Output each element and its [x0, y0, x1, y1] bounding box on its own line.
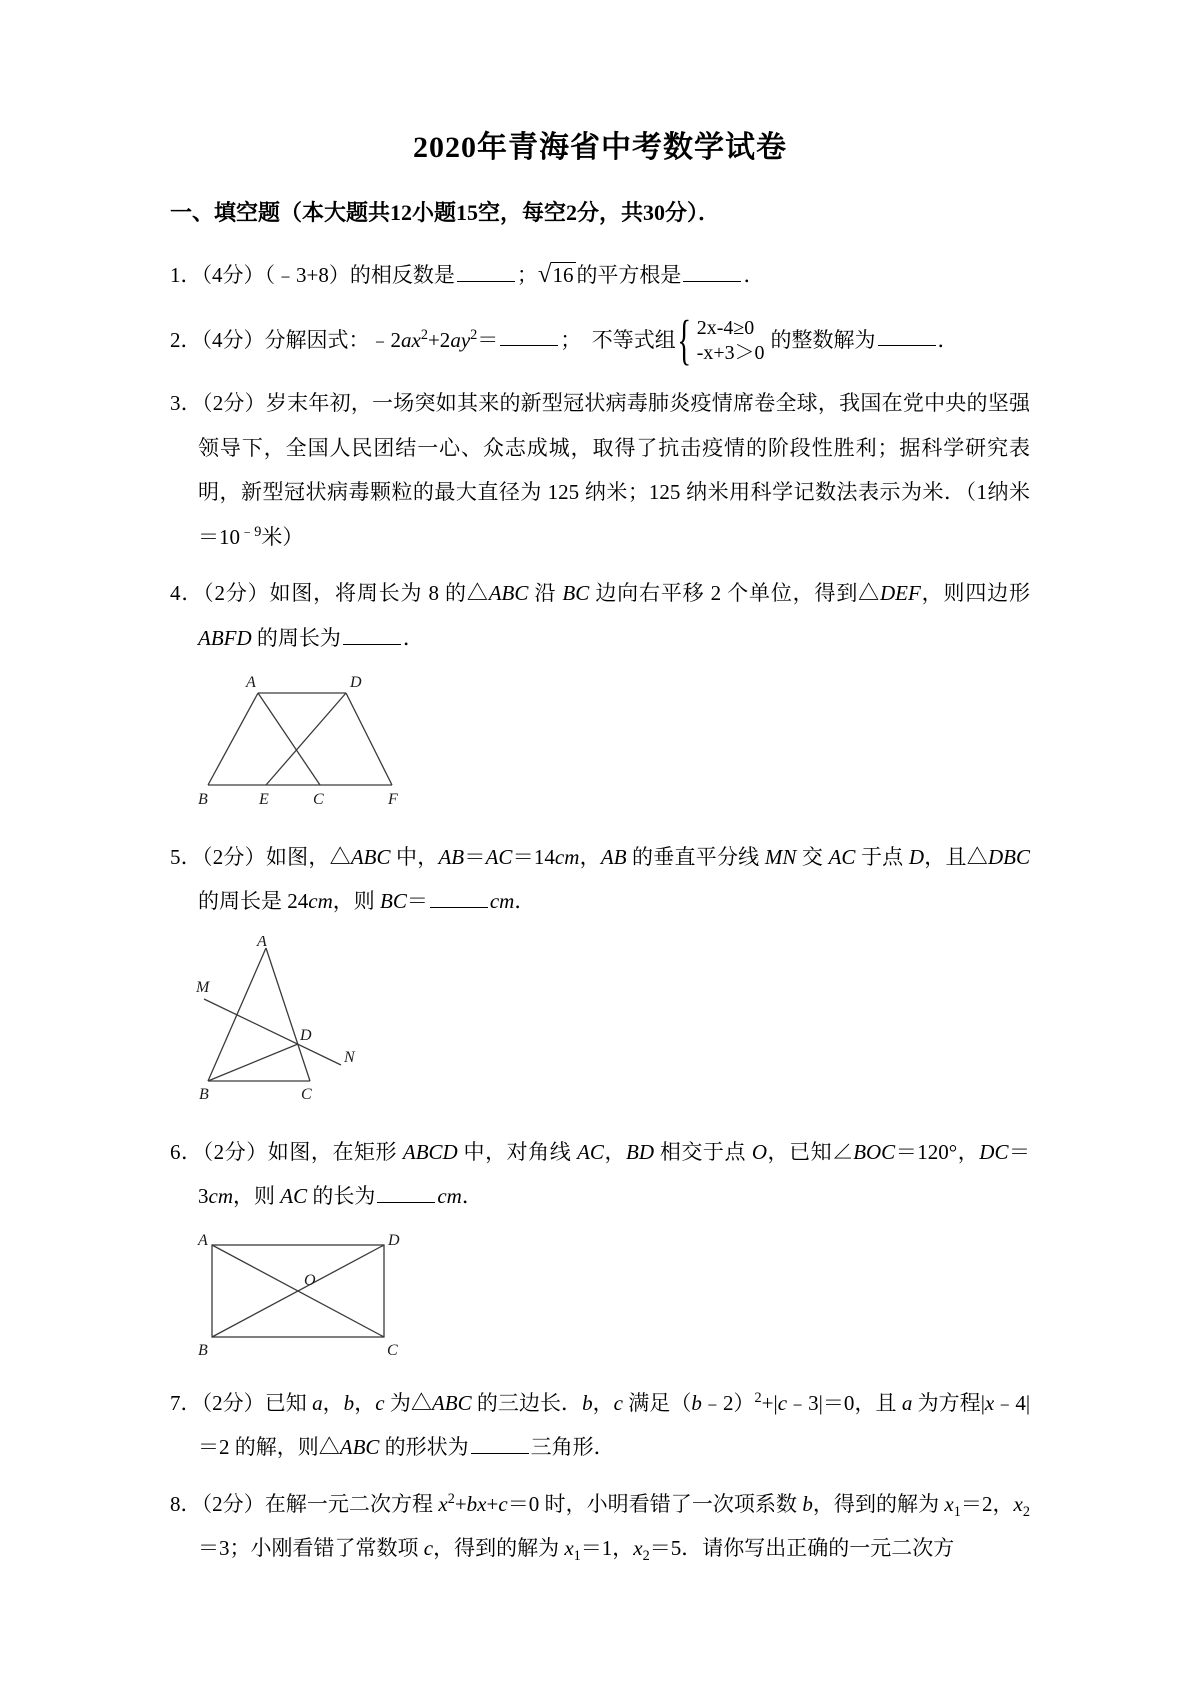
math-sub: 2 — [1022, 1503, 1031, 1520]
math-i: b — [343, 1390, 355, 1415]
math-text: ，已知∠ — [766, 1139, 854, 1164]
math-i: AC — [485, 844, 513, 869]
math-text: ＝120°， — [895, 1139, 980, 1164]
math-i: b — [691, 1390, 702, 1415]
math-text: ，得到的解为 — [433, 1536, 565, 1561]
math-i: b — [802, 1491, 813, 1516]
math-text: +| — [761, 1390, 778, 1415]
math-sup: ﹣9 — [240, 523, 262, 540]
math-i: c — [423, 1536, 434, 1561]
math-text: ﹣4|＝2 的解，则△ — [198, 1390, 1031, 1460]
math-text: ． — [461, 1184, 483, 1209]
math-text: ，且△ — [924, 844, 988, 869]
question-5 — [170, 835, 1036, 924]
math-text: + — [454, 1491, 467, 1516]
math-text: 2．（4分）分解因式：﹣2 — [170, 327, 401, 352]
math-text: ， — [603, 1139, 627, 1164]
math-text: ， — [592, 1390, 614, 1415]
question-4 — [170, 571, 1036, 660]
math-text: ． — [514, 889, 536, 914]
math-text: 于点 — [855, 844, 909, 869]
page-title: 2020年青海省中考数学试卷 — [413, 131, 787, 164]
math-text: ， — [322, 1390, 344, 1415]
math-text: ，得到的解为 — [812, 1491, 945, 1516]
point-label-c: C — [387, 1341, 398, 1359]
math-sup: 2 — [754, 1389, 762, 1406]
math-i: BD — [626, 1139, 655, 1164]
math-text: ，则四边形 — [920, 581, 1036, 606]
math-text: 的周长是 24 — [198, 844, 1036, 914]
point-label-d: D — [300, 1026, 312, 1044]
math-i: bx — [466, 1491, 487, 1516]
rectangle-diagonals-diagram — [196, 1231, 408, 1359]
math-text: 4．（2分）如图，将周长为 8 的△ — [170, 581, 489, 606]
math-i: BC — [562, 581, 590, 606]
math-i: DC — [979, 1139, 1009, 1164]
math-i: a — [901, 1390, 913, 1415]
math-i: AC — [280, 1184, 308, 1209]
math-text: 7．（2分）已知 — [170, 1390, 313, 1415]
math-text: ＝5．请你写出正确的一元二次方 — [649, 1536, 955, 1561]
math-text: 8．（2分）在解一元二次方程 — [170, 1491, 439, 1516]
math-i: a — [312, 1390, 323, 1415]
math-sup: 2 — [470, 326, 478, 343]
point-label-n: N — [344, 1048, 355, 1066]
math-i: x — [633, 1536, 643, 1561]
math-text: 5．（2分）如图，△ — [170, 844, 351, 869]
math-text: 米） — [261, 524, 304, 549]
math-text: 的长为 — [307, 1184, 376, 1209]
math-i: MN — [764, 844, 797, 869]
math-i: AC — [828, 844, 856, 869]
math-text: ， — [579, 844, 601, 869]
math-text: 中，对角线 — [457, 1139, 578, 1164]
math-i: ABFD — [198, 625, 252, 650]
math-text: ， — [354, 1390, 376, 1415]
point-label-d: D — [350, 673, 362, 691]
math-i: cm — [437, 1184, 462, 1209]
answer-blank — [377, 1181, 435, 1203]
math-i: DEF — [880, 581, 921, 606]
math-i: ABC — [339, 1435, 380, 1460]
answer-blank — [430, 886, 488, 908]
math-i: ABC — [488, 581, 529, 606]
math-i: x — [438, 1491, 448, 1516]
math-i: ABC — [350, 844, 391, 869]
math-text: 的形状为 — [379, 1435, 469, 1460]
math-i: c — [375, 1390, 385, 1415]
math-text: 3．（2分）岁末年初，一场突如其来的新型冠状病毒肺炎疫情席卷全球，我国在党中央的坚强领导下，全国人民团结一心、众志成城，取得了抗击疫情的阶段性胜利；据科学研究表明，新型冠状病毒颗粒的最大直径为 125 纳米；125 纳米用科学记数法表示为米．（1纳米＝10 — [170, 391, 1030, 549]
math-text: ＝3；小刚看错了常数项 — [198, 1536, 424, 1561]
math-text: 交 — [796, 844, 829, 869]
math-i: x — [564, 1536, 574, 1561]
math-text: 的整数解为 — [770, 327, 876, 352]
math-text: 为△ — [384, 1390, 432, 1415]
math-text: 的周长为 — [251, 625, 341, 650]
figure-perpendicular-bisector-triangle — [196, 936, 1030, 1114]
math-text: ﹣2） — [701, 1390, 755, 1415]
math-sqrt: √16 — [538, 249, 577, 302]
math-text: ； 不等式组 — [560, 327, 676, 352]
perpendicular-bisector-diagram — [196, 936, 366, 1108]
math-sup: 2 — [420, 326, 428, 343]
math-i: BOC — [853, 1139, 896, 1164]
point-label-d: D — [388, 1231, 400, 1249]
math-text: 6．（2分）如图，在矩形 — [170, 1139, 403, 1164]
question-7 — [170, 1381, 1030, 1470]
question-8 — [170, 1482, 1030, 1571]
math-i: c — [613, 1390, 623, 1415]
math-text: 的三边长． — [471, 1390, 583, 1415]
math-text: ＝2， — [960, 1491, 1014, 1516]
math-sub: 1 — [953, 1503, 961, 1520]
math-text: ，则 — [233, 1184, 281, 1209]
point-label-c: C — [313, 790, 324, 808]
section-header: 一、填空题（本大题共12小题15空，每空2分，共30分）． — [170, 200, 721, 225]
point-label-o: O — [304, 1271, 316, 1289]
math-i: ABCD — [402, 1139, 458, 1164]
point-label-b: B — [198, 1341, 208, 1359]
translated-triangles-diagram — [196, 673, 426, 813]
point-label-e: E — [259, 790, 269, 808]
math-text: ； — [516, 263, 538, 287]
answer-blank — [878, 324, 936, 346]
math-sub: 1 — [573, 1548, 581, 1565]
math-i: cm — [208, 1184, 233, 1209]
math-i: cm — [308, 889, 333, 914]
point-label-m: M — [196, 978, 210, 996]
answer-blank — [500, 324, 558, 346]
figure-translated-triangles — [196, 673, 1030, 819]
math-i: b — [582, 1390, 593, 1415]
point-label-c: C — [301, 1085, 312, 1103]
math-i: O — [751, 1139, 767, 1164]
math-text: ＝14 — [512, 844, 555, 869]
question-2 — [170, 314, 1030, 370]
question-1 — [170, 249, 1030, 302]
math-i: AB — [600, 844, 627, 869]
math-text: ＝ — [477, 327, 499, 352]
math-text: ． — [937, 327, 959, 352]
point-label-b: B — [198, 790, 208, 808]
math-text: 为方程| — [912, 1390, 985, 1415]
math-text: ＝ — [464, 844, 486, 869]
math-text: 满足（ — [622, 1390, 692, 1415]
answer-blank — [457, 260, 515, 282]
math-text: ＝3 — [198, 1139, 1031, 1209]
math-text: 中， — [390, 844, 439, 869]
math-i: cm — [489, 889, 515, 914]
math-text: ． — [743, 263, 765, 287]
math-sup: 2 — [447, 1490, 455, 1507]
answer-blank — [683, 260, 741, 282]
math-text: 相交于点 — [654, 1139, 752, 1164]
math-i: ay — [450, 327, 471, 352]
math-text: ＝0 时，小明看错了一次项系数 — [507, 1491, 803, 1516]
math-i: ABC — [431, 1390, 472, 1415]
math-i: x — [944, 1491, 954, 1516]
point-label-a: A — [257, 935, 267, 950]
math-i: ax — [401, 327, 421, 352]
answer-blank — [343, 623, 401, 645]
question-6 — [170, 1130, 1030, 1219]
math-i: AB — [438, 844, 465, 869]
math-text: 1．（4分）（﹣3+8）的相反数是 — [170, 263, 455, 287]
point-label-a: A — [198, 1231, 208, 1249]
math-i: c — [777, 1390, 788, 1415]
math-i: cm — [554, 844, 580, 869]
point-label-b: B — [199, 1085, 209, 1103]
math-i: x — [1013, 1491, 1023, 1516]
math-i: c — [498, 1491, 508, 1516]
math-cases: { 2x-4≥0 -x+3＞0 — [682, 316, 765, 368]
question-3 — [170, 381, 1030, 559]
math-text: ＝1， — [580, 1536, 634, 1561]
math-i: AC — [577, 1139, 604, 1164]
math-text: 边向右平移 2 个单位，得到△ — [589, 581, 881, 606]
point-label-a: A — [246, 673, 256, 691]
math-i: BC — [380, 889, 407, 914]
math-i: D — [908, 844, 925, 869]
answer-blank — [471, 1432, 529, 1454]
math-text: +2 — [427, 327, 451, 352]
math-text: + — [486, 1491, 499, 1516]
math-text: 的平方根是 — [576, 263, 682, 287]
math-text: 的垂直平分线 — [626, 844, 765, 869]
figure-rectangle-diagonals — [196, 1231, 1030, 1365]
math-text: ，则 — [332, 889, 380, 914]
point-label-f: F — [388, 790, 398, 808]
math-i: x — [984, 1390, 995, 1415]
math-text: ﹣3|＝0，且 — [787, 1390, 902, 1415]
math-text: ＝ — [406, 889, 428, 914]
math-text: 三角形． — [530, 1435, 615, 1460]
math-i: DBC — [988, 844, 1030, 869]
math-text: 沿 — [528, 581, 563, 606]
math-text: ． — [402, 625, 424, 650]
math-sub: 2 — [642, 1548, 650, 1565]
